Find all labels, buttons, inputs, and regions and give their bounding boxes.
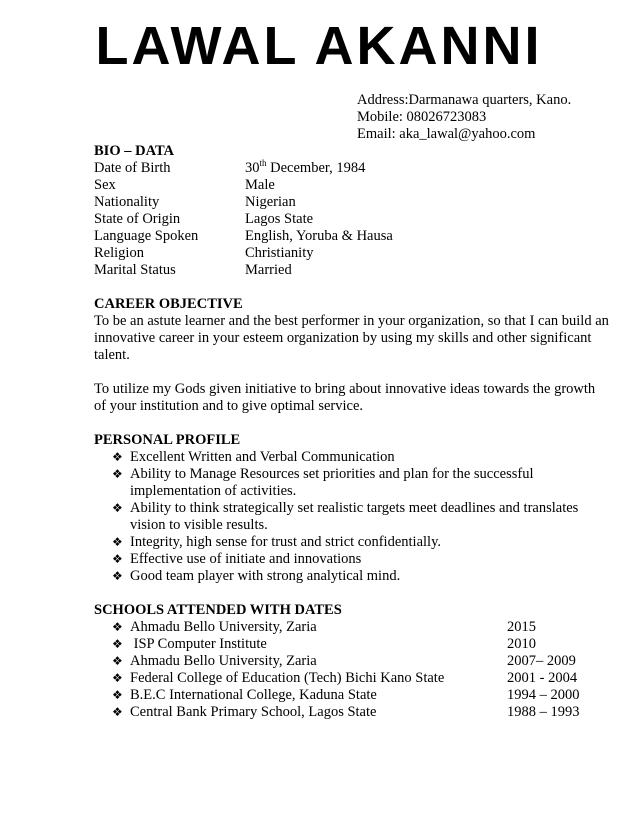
list-item: ❖ Excellent Written and Verbal Communication xyxy=(112,449,395,465)
bio-row-sex xyxy=(94,177,609,194)
diamond-bullet-icon: ❖ xyxy=(112,552,123,566)
bio-value: Christianity xyxy=(245,245,314,261)
diamond-bullet-icon: ❖ xyxy=(112,705,123,719)
bio-label: Language Spoken xyxy=(94,228,199,244)
school-dates: 2015 xyxy=(507,619,536,635)
diamond-bullet-icon: ❖ xyxy=(112,535,123,549)
diamond-bullet-icon: ❖ xyxy=(112,620,123,634)
bio-label: Nationality xyxy=(94,194,160,210)
diamond-bullet-icon: ❖ xyxy=(112,671,123,685)
list-item xyxy=(112,670,609,687)
list-item xyxy=(112,653,609,670)
diamond-bullet-icon: ❖ xyxy=(112,654,123,668)
diamond-bullet-icon: ❖ xyxy=(112,501,123,515)
bio-label: State of Origin xyxy=(94,211,181,227)
bio-label: Religion xyxy=(94,245,144,261)
profile-list xyxy=(94,449,609,585)
school-dates: 2010 xyxy=(507,636,536,652)
diamond-bullet-icon: ❖ xyxy=(112,637,123,651)
bio-value: Male xyxy=(245,177,275,193)
list-item: ❖ Integrity, high sense for trust and strict confidentially. xyxy=(112,534,441,550)
bio-label: Date of Birth xyxy=(94,160,171,176)
schools-heading: SCHOOLS ATTENDED WITH DATES xyxy=(94,602,342,618)
bio-row-dob xyxy=(94,160,609,177)
list-item: ❖ Effective use of initiate and innovations xyxy=(112,551,362,567)
bio-value: Married xyxy=(245,262,292,278)
diamond-bullet-icon: ❖ xyxy=(112,467,123,481)
list-item xyxy=(112,636,609,653)
personal-profile-heading: PERSONAL PROFILE xyxy=(94,432,241,448)
school-name: Ahmadu Bello University, Zaria xyxy=(130,653,317,669)
bio-label: Sex xyxy=(94,177,116,193)
bio-label: Marital Status xyxy=(94,262,176,278)
list-item: ❖ Good team player with strong analytical mind. xyxy=(112,568,401,584)
career-paragraph: To be an astute learner and the best performer in your organization, so that I can build an innovative career in your esteem organization by using my skills and other significant talent. xyxy=(94,313,609,363)
school-name: ISP Computer Institute xyxy=(130,636,267,652)
email-line: Email: aka_lawal@yahoo.com xyxy=(357,126,536,142)
diamond-bullet-icon: ❖ xyxy=(112,450,123,464)
address-line: Address:Darmanawa quarters, Kano. xyxy=(357,92,572,108)
resume-body xyxy=(94,143,609,721)
bio-value: Nigerian xyxy=(245,194,296,210)
contact-block xyxy=(357,92,571,143)
diamond-bullet-icon: ❖ xyxy=(112,688,123,702)
list-item xyxy=(112,704,609,721)
schools-list xyxy=(94,619,609,721)
mobile-line: Mobile: 08026723083 xyxy=(357,109,487,125)
bio-value: Lagos State xyxy=(245,211,314,227)
bio-row-language xyxy=(94,228,609,245)
list-item xyxy=(112,687,609,704)
career-objective-heading: CAREER OBJECTIVE xyxy=(94,296,243,312)
school-dates: 1994 – 2000 xyxy=(507,687,580,703)
bio-value: 30th December, 1984 xyxy=(245,158,366,176)
career-paragraph: To utilize my Gods given initiative to bring about innovative ideas towards the growth of your institution and to give optimal service. xyxy=(94,381,596,414)
school-dates: 1988 – 1993 xyxy=(507,704,580,720)
school-name: Ahmadu Bello University, Zaria xyxy=(130,619,317,635)
school-name: B.E.C International College, Kaduna State xyxy=(130,687,377,703)
candidate-name: LAWAL AKANNI xyxy=(95,16,543,76)
bio-data-heading: BIO – DATA xyxy=(94,143,175,159)
diamond-bullet-icon: ❖ xyxy=(112,569,123,583)
list-item: ❖ Ability to Manage Resources set priorities and plan for the successful implementation of activities. xyxy=(112,466,534,499)
school-name: Central Bank Primary School, Lagos State xyxy=(130,704,377,720)
bio-row-nationality xyxy=(94,194,609,211)
school-dates: 2007– 2009 xyxy=(507,653,576,669)
school-dates: 2001 - 2004 xyxy=(507,670,578,686)
bio-row-religion xyxy=(94,245,609,262)
bio-row-state xyxy=(94,211,609,228)
bio-row-marital xyxy=(94,262,609,279)
list-item xyxy=(112,619,609,636)
list-item: ❖ Ability to think strategically set realistic targets meet deadlines and translates vision to visible results. xyxy=(112,500,579,533)
bio-value: English, Yoruba & Hausa xyxy=(245,228,393,244)
school-name: Federal College of Education (Tech) Bichi Kano State xyxy=(130,670,445,686)
